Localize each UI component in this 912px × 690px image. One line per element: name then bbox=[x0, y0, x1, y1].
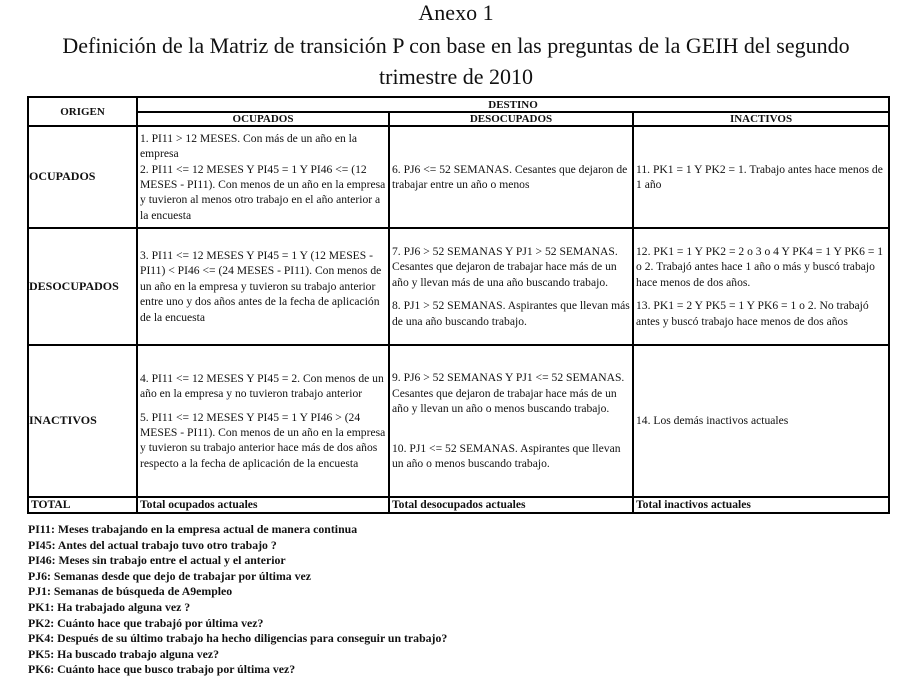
row-label-desocupados: DESOCUPADOS bbox=[28, 228, 137, 345]
column-header-desocupados: DESOCUPADOS bbox=[389, 112, 633, 126]
cell-text: 7. PJ6 > 52 SEMANAS Y PJ1 > 52 SEMANAS. Cesantes que dejaron de trabajar hace más de un año y llevan más de una año buscando trabajo. bbox=[392, 244, 618, 289]
cell-ocupados-inactivos bbox=[633, 126, 889, 228]
cell-ocupados-ocupados bbox=[137, 126, 389, 228]
document-title-line-2: trimestre de 2010 bbox=[379, 64, 533, 89]
cell-desocupados-desocupados bbox=[389, 228, 633, 345]
cell-text: 2. PI11 <= 12 MESES Y PI45 = 1 Y PI46 <= (12 MESES - PI11). Con menos de un año en la empresa y tuvieron al menos otro trabajo en el año anterior a la encuesta bbox=[140, 162, 386, 222]
transition-matrix-table bbox=[27, 96, 890, 514]
column-header-inactivos: INACTIVOS bbox=[633, 112, 889, 126]
cell-desocupados-ocupados bbox=[137, 228, 389, 345]
legend-item: PJ1: Semanas de búsqueda de A9empleo bbox=[28, 584, 233, 599]
total-inactivos: Total inactivos actuales bbox=[633, 497, 889, 513]
origin-header: ORIGEN bbox=[28, 97, 137, 126]
destination-header: DESTINO bbox=[137, 97, 889, 112]
legend-item: PK4: Después de su último trabajo ha hecho diligencias para conseguir un trabajo? bbox=[28, 631, 448, 646]
total-ocupados: Total ocupados actuales bbox=[137, 497, 389, 513]
legend-item: PK5: Ha buscado trabajo alguna vez? bbox=[28, 646, 220, 661]
legend-item: PK6: Cuánto hace que busco trabajo por última vez? bbox=[28, 662, 296, 677]
document-title-line-1: Definición de la Matriz de transición P con base en las preguntas de la GEIH del segundo bbox=[62, 33, 850, 58]
cell-text: 11. PK1 = 1 Y PK2 = 1. Trabajo antes hace menos de 1 año bbox=[636, 162, 883, 191]
cell-inactivos-inactivos bbox=[633, 345, 889, 497]
cell-inactivos-desocupados bbox=[389, 345, 633, 497]
cell-text: 1. PI11 > 12 MESES. Con más de un año en la empresa bbox=[140, 131, 358, 161]
row-label-ocupados: OCUPADOS bbox=[28, 126, 137, 228]
cell-ocupados-desocupados bbox=[389, 126, 633, 228]
cell-text: 13. PK1 = 2 Y PK5 = 1 Y PK6 = 1 o 2. No trabajó antes y buscó trabajo hace menos de dos años bbox=[636, 299, 869, 328]
cell-text: 10. PJ1 <= 52 SEMANAS. Aspirantes que llevan un año o menos buscando trabajo. bbox=[392, 441, 621, 471]
cell-text: 3. PI11 <= 12 MESES Y PI45 = 1 Y (12 MESES - PI11) < PI46 <= (24 MESES - PI11). Con menos de un año en la empresa y tuvieron su trabajo anterior entre uno y dos años antes de la fecha de aplicación de la encuesta bbox=[140, 248, 382, 324]
cell-text: 4. PI11 <= 12 MESES Y PI45 = 2. Con menos de un año en la empresa y no tuvieron trabajo anterior bbox=[140, 371, 384, 401]
legend-item: PK1: Ha trabajado alguna vez ? bbox=[28, 599, 191, 614]
total-label: TOTAL bbox=[28, 497, 137, 513]
total-desocupados: Total desocupados actuales bbox=[389, 497, 633, 513]
cell-text: 12. PK1 = 1 Y PK2 = 2 o 3 o 4 Y PK4 = 1 Y PK6 = 1 o 2. Trabajó antes hace 1 año o más y buscó trabajo hace menos de dos años. bbox=[636, 244, 884, 289]
legend-item: PI45: Antes del actual trabajo tuvo otro trabajo ? bbox=[28, 537, 277, 552]
cell-text: 14. Los demás inactivos actuales bbox=[636, 414, 789, 428]
legend-item: PJ6: Semanas desde que dejo de trabajar por última vez bbox=[28, 568, 312, 583]
cell-text: 5. PI11 <= 12 MESES Y PI45 = 1 Y PI46 > (24 MESES - PI11). Con menos de un año en la empresa y tuvieron su trabajo anterior hace más de dos años respecto a la fecha de aplicación de la encuesta bbox=[140, 410, 386, 470]
cell-inactivos-ocupados bbox=[137, 345, 389, 497]
cell-text: 6. PJ6 <= 52 SEMANAS. Cesantes que dejaron de trabajar entre un año o menos bbox=[392, 162, 628, 191]
cell-desocupados-inactivos bbox=[633, 228, 889, 345]
variable-legend bbox=[28, 522, 447, 678]
legend-item: PI11: Meses trabajando en la empresa actual de manera continua bbox=[28, 522, 358, 536]
cell-text: 9. PJ6 > 52 SEMANAS Y PJ1 <= 52 SEMANAS. Cesantes que dejaron de trabajar hace más de un año y llevan un año o menos buscando trabajo. bbox=[392, 371, 625, 416]
legend-item: PK2: Cuánto hace que trabajó por última vez? bbox=[28, 615, 264, 630]
row-label-inactivos: INACTIVOS bbox=[28, 345, 137, 497]
column-header-ocupados: OCUPADOS bbox=[137, 112, 389, 126]
annex-title: Anexo 1 bbox=[418, 0, 494, 25]
legend-item: PI46: Meses sin trabajo entre el actual y el anterior bbox=[28, 553, 286, 568]
cell-text: 8. PJ1 > 52 SEMANAS. Aspirantes que llevan más de una año buscando trabajo. bbox=[392, 299, 630, 328]
